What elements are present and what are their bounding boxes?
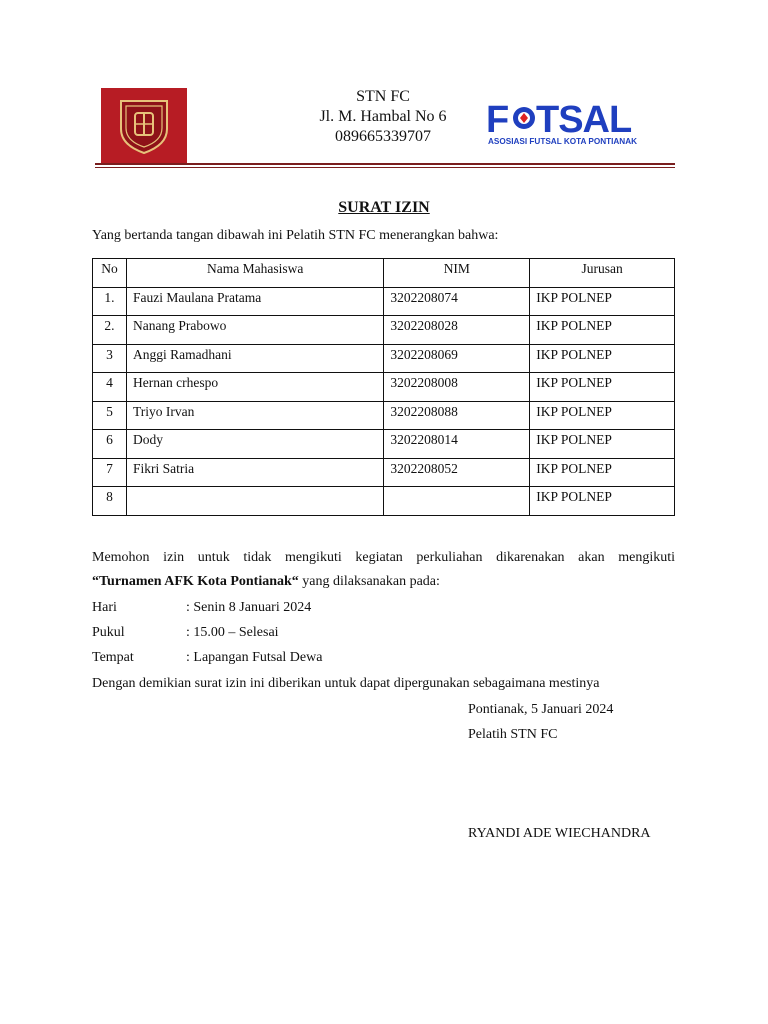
cell-no: 7 [93,458,127,487]
detail-value: : 15.00 – Selesai [186,625,279,640]
table-row [93,458,675,487]
cell-nim: 3202208052 [384,458,530,487]
cell-name: Fauzi Maulana Pratama [126,287,383,316]
club-phone: 089665339707 [335,128,431,145]
cell-name: Triyo Irvan [126,401,383,430]
detail-place [92,650,322,666]
header-divider-thin [95,167,675,168]
cell-no: 6 [93,430,127,459]
club-address: Jl. M. Hambal No 6 [319,108,447,125]
cell-name: Nanang Prabowo [126,316,383,345]
cell-jurusan: IKP POLNEP [530,401,675,430]
shield-icon [113,95,175,157]
detail-value: : Lapangan Futsal Dewa [186,650,323,665]
letterhead [300,87,466,147]
intro-text: Yang bertanda tangan dibawah ini Pelatih STN FC menerangkan bahwa: [92,228,499,243]
cell-nim [384,487,530,516]
cell-name: Anggi Ramadhani [126,344,383,373]
table-row [93,287,675,316]
cell-no: 8 [93,487,127,516]
detail-label: Pukul [92,625,125,640]
cell-jurusan: IKP POLNEP [530,373,675,402]
letter-title: SURAT IZIN [338,199,430,216]
svg-text:F: F [486,99,509,141]
cell-name: Fikri Satria [126,458,383,487]
detail-day [92,600,311,616]
request-paragraph [92,546,675,594]
table-row [93,401,675,430]
cell-jurusan: IKP POLNEP [530,430,675,459]
svg-text:TSAL: TSAL [536,99,632,141]
cell-nim: 3202208028 [384,316,530,345]
header-nim: NIM [384,259,530,288]
svg-text:ASOSIASI FUTSAL KOTA PONTIANAK: ASOSIASI FUTSAL KOTA PONTIANAK [488,137,638,146]
header-no: No [93,259,127,288]
signer-role: Pelatih STN FC [468,727,558,742]
table-row [93,344,675,373]
cell-nim: 3202208014 [384,430,530,459]
cell-jurusan: IKP POLNEP [530,316,675,345]
table-row [93,316,675,345]
cell-no: 5 [93,401,127,430]
cell-jurusan: IKP POLNEP [530,458,675,487]
cell-nim: 3202208069 [384,344,530,373]
table-row [93,430,675,459]
cell-no: 4 [93,373,127,402]
request-line-2: yang dilaksanakan pada: [298,574,440,589]
table-row [93,487,675,516]
student-table [92,258,675,516]
closing-text: Dengan demikian surat izin ini diberikan untuk dapat dipergunakan sebagaimana mestinya [92,676,600,691]
club-name: STN FC [356,88,410,105]
club-logo [101,88,187,163]
cell-nim: 3202208088 [384,401,530,430]
signer-name: RYANDI ADE WIECHANDRA [468,826,651,841]
header-name: Nama Mahasiswa [126,259,383,288]
cell-name: Hernan crhespo [126,373,383,402]
header-divider [95,163,675,165]
cell-nim: 3202208008 [384,373,530,402]
cell-jurusan: IKP POLNEP [530,487,675,516]
cell-name: Dody [126,430,383,459]
cell-jurusan: IKP POLNEP [530,287,675,316]
cell-no: 2. [93,316,127,345]
place-date: Pontianak, 5 Januari 2024 [468,702,614,717]
header-jurusan: Jurusan [530,259,675,288]
futsal-logo-icon [486,98,664,146]
event-name: “Turnamen AFK Kota Pontianak“ [92,574,299,589]
detail-label: Hari [92,600,117,615]
cell-name [126,487,383,516]
table-header-row [93,259,675,288]
detail-time [92,625,279,641]
detail-label: Tempat [92,650,134,665]
table-row [93,373,675,402]
cell-no: 3 [93,344,127,373]
detail-value: : Senin 8 Januari 2024 [186,600,312,615]
cell-jurusan: IKP POLNEP [530,344,675,373]
cell-no: 1. [93,287,127,316]
request-line-1: Memohon izin untuk tidak mengikuti kegiatan perkuliahan dikarenakan akan mengikuti [92,550,675,565]
futsal-association-logo [486,98,664,146]
cell-nim: 3202208074 [384,287,530,316]
